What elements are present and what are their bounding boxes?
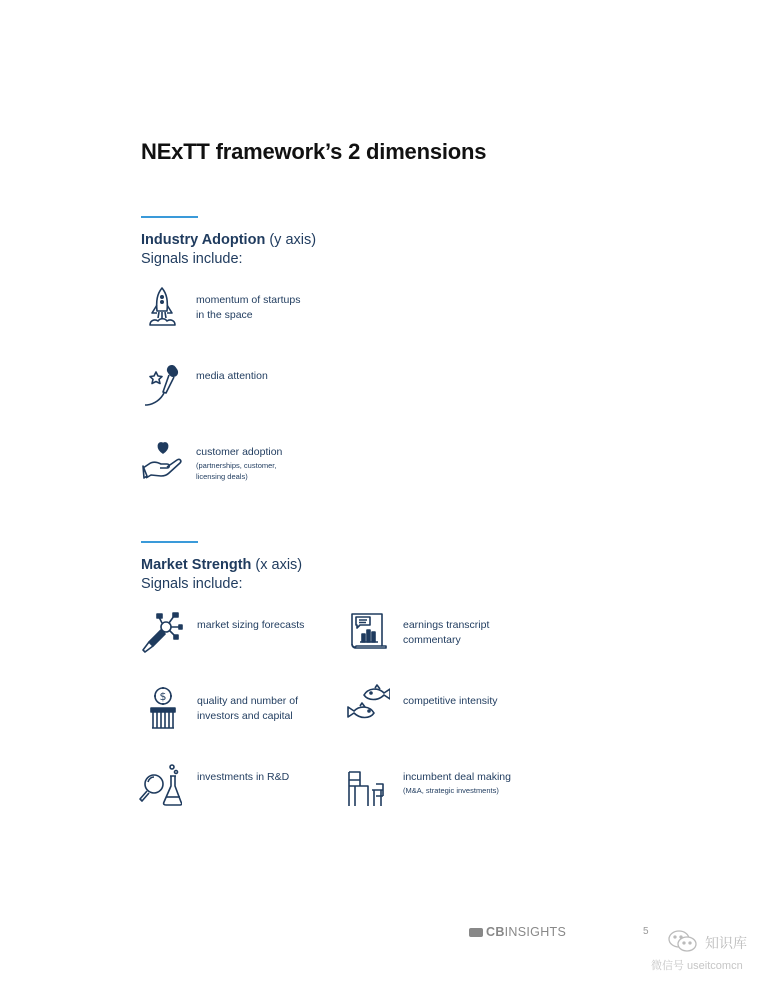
market-heading [141, 556, 302, 575]
fish-icon [346, 683, 390, 727]
signal-incumbent-line1: incumbent deal making [403, 771, 511, 783]
page-number: 5 [643, 926, 649, 937]
signal-investors-line1: quality and number of [197, 695, 298, 707]
signal-media: media attention [196, 370, 268, 382]
page-title: NExTT framework’s 2 dimensions [141, 139, 487, 164]
signal-customer-line1: customer adoption [196, 446, 283, 458]
signal-earnings-line2: commentary [403, 634, 461, 646]
signal-competitive: competitive intensity [403, 695, 498, 707]
transcript-chart-icon [346, 612, 390, 656]
signal-momentum [196, 293, 300, 323]
signal-investors-line2: investors and capital [197, 710, 293, 722]
chairs-icon [346, 766, 390, 810]
svg-text:$: $ [159, 690, 167, 703]
signal-momentum-line2: in the space [196, 309, 253, 321]
watermark-account: 微信号 useitcomcn [651, 960, 743, 972]
signal-incumbent-sub: (M&A, strategic investments) [403, 786, 499, 795]
magnifier-flask-icon [138, 764, 182, 808]
logo-cb: CB [486, 925, 505, 939]
section-divider [141, 216, 198, 218]
telescope-network-icon [139, 612, 183, 656]
signal-rd: investments in R&D [197, 771, 290, 783]
cbinsights-logo [469, 925, 566, 939]
signal-customer-adoption [196, 445, 282, 482]
signal-investors [197, 694, 298, 724]
industry-heading [141, 231, 316, 250]
signal-incumbent [403, 770, 511, 796]
microphone-star-icon [141, 364, 185, 408]
market-subheading: Signals include: [141, 576, 243, 592]
dollar-pillar-icon [141, 687, 185, 731]
section-divider [141, 541, 198, 543]
signal-earnings [403, 618, 489, 648]
watermark-title: 知识库 [705, 935, 747, 951]
industry-heading-bold: Industry Adoption [141, 232, 266, 248]
signal-earnings-line1: earnings transcript [403, 619, 490, 631]
industry-subheading: Signals include: [141, 251, 243, 267]
cb-logo-mark-icon [469, 928, 483, 937]
rocket-icon [141, 287, 185, 331]
signal-market-sizing: market sizing forecasts [197, 619, 305, 631]
signal-customer-sub1: (partnerships, customer, [196, 461, 277, 470]
industry-heading-axis: (y axis) [265, 232, 317, 248]
market-heading-bold: Market Strength [141, 557, 252, 573]
logo-insights: INSIGHTS [504, 925, 567, 939]
wechat-icon [668, 930, 698, 952]
market-heading-axis: (x axis) [251, 557, 303, 573]
signal-momentum-line1: momentum of startups [196, 294, 301, 306]
signal-customer-sub2: licensing deals) [196, 472, 248, 481]
heart-hand-icon [141, 440, 185, 484]
